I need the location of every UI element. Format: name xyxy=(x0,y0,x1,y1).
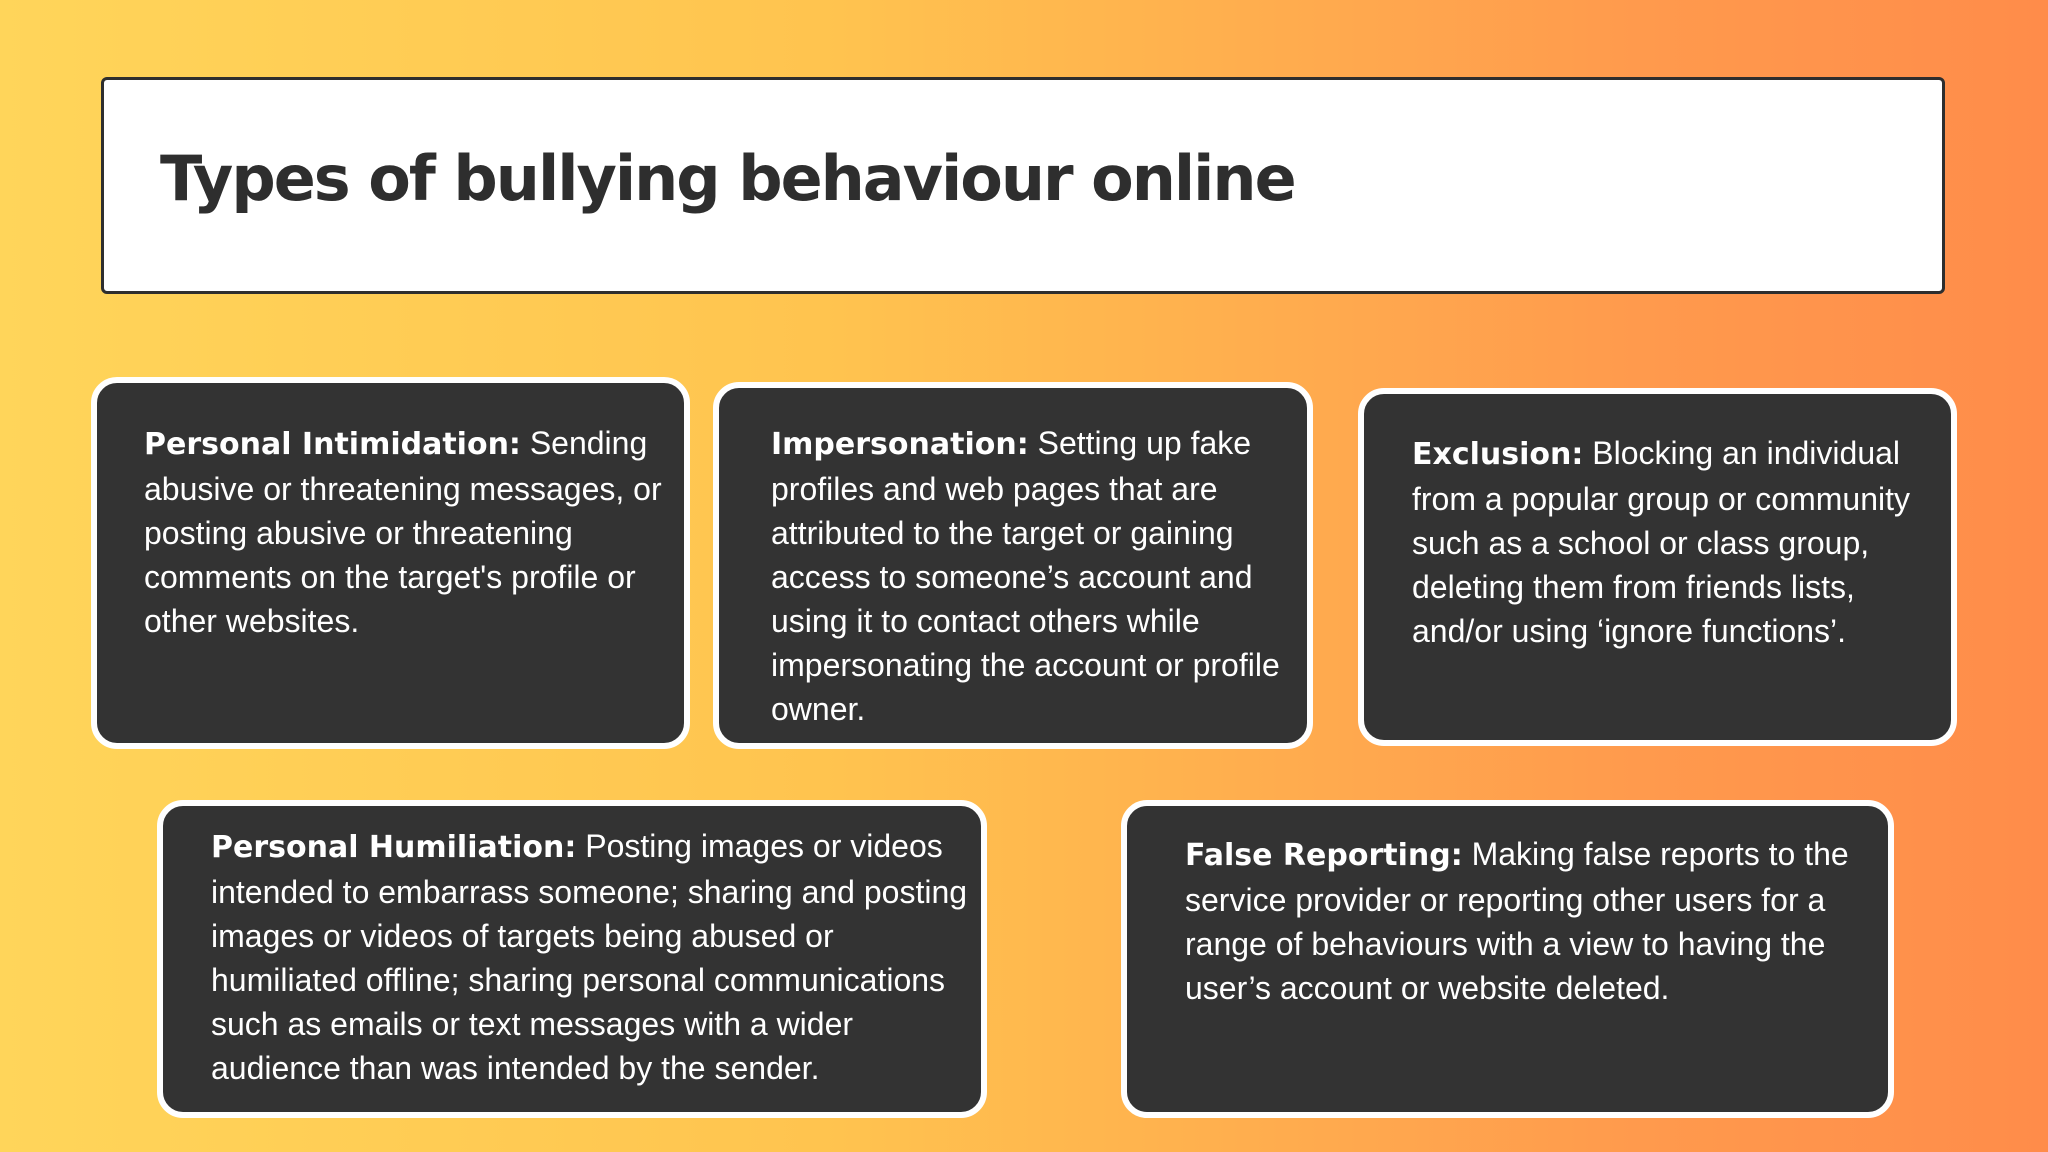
card-term: Personal Humiliation: xyxy=(211,830,577,865)
card-term: Impersonation: xyxy=(771,427,1029,462)
card-body xyxy=(1412,431,1932,653)
card-term: Exclusion: xyxy=(1412,437,1584,472)
card-body xyxy=(144,421,664,643)
card-body xyxy=(771,421,1291,731)
card-description: Blocking an individual from a popular group or community such as a school or class group, deleting them from friends lists, and/or using ‘ignore functions’. xyxy=(1412,435,1910,649)
card-body xyxy=(1185,832,1885,1010)
card-term: False Reporting: xyxy=(1185,838,1463,873)
card-description: Making false reports to the service provider or reporting other users for a range of behaviours with a view to having the user’s account or website deleted. xyxy=(1185,836,1849,1006)
card-impersonation xyxy=(713,382,1313,749)
title-box xyxy=(101,77,1945,294)
card-false-reporting xyxy=(1121,800,1894,1118)
page-title: Types of bullying behaviour online xyxy=(160,142,1295,215)
card-exclusion xyxy=(1358,388,1957,746)
card-personal-humiliation xyxy=(157,800,987,1118)
card-description: Sending abusive or threatening messages, or posting abusive or threatening comments on the target's profile or other websites. xyxy=(144,425,662,639)
card-term: Personal Intimidation: xyxy=(144,427,521,462)
card-personal-intimidation xyxy=(91,377,690,749)
card-body xyxy=(211,824,971,1090)
card-description: Setting up fake profiles and web pages that are attributed to the target or gaining access to someone’s account and using it to contact others while impersonating the account or profile owner. xyxy=(771,425,1280,727)
card-description: Posting images or videos intended to embarrass someone; sharing and posting images or videos of targets being abused or humiliated offline; sharing personal communications such as emails or text messages with a wider audience than was intended by the sender. xyxy=(211,828,968,1086)
